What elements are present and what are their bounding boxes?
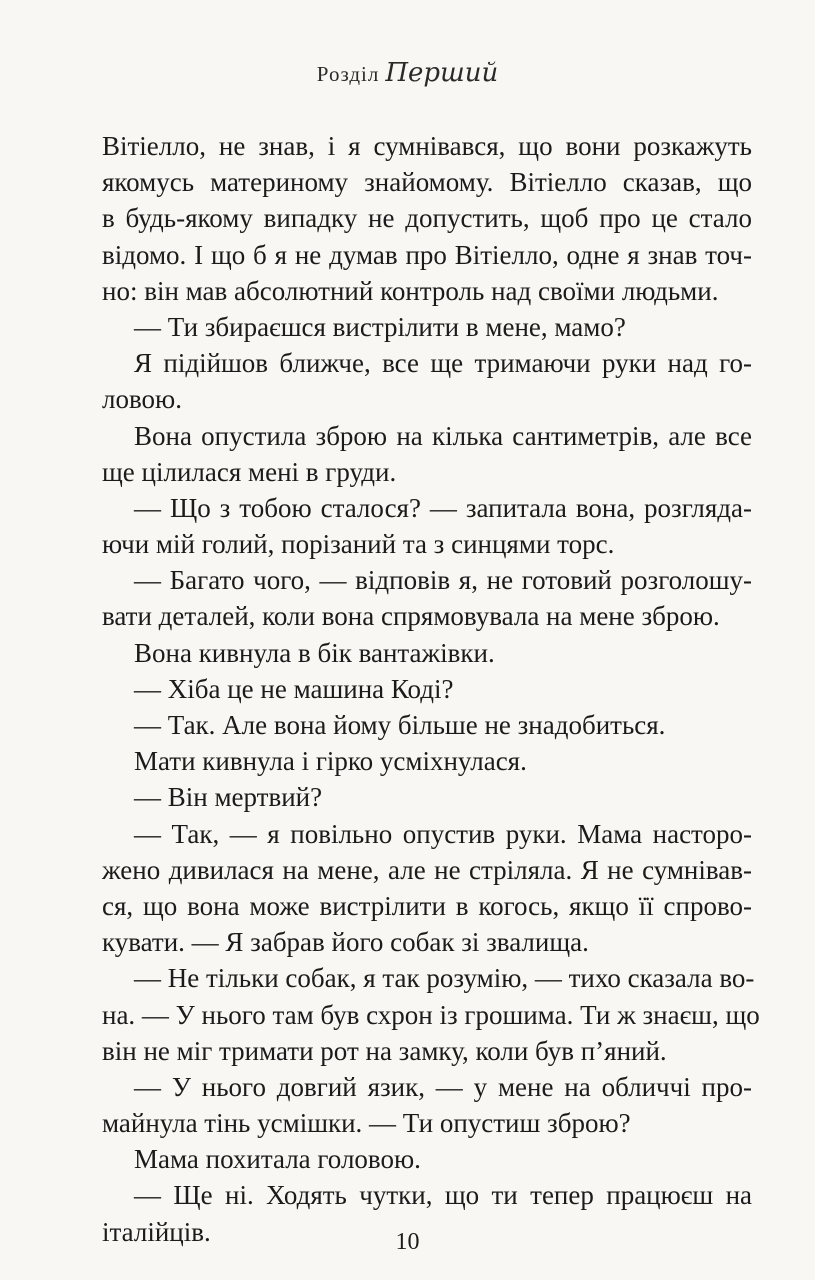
text-line: — Багато чого, — відповів я, не готовий розголошу- [134, 565, 752, 596]
text-line: відомо. І що б я не думав про Вітіелло, одне я знав точ- [102, 239, 752, 270]
text-line: — Не тільки собак, я так розумію, — тихо сказала во- [134, 963, 755, 994]
text-line: — Що з тобою сталося? — запитала вона, розгляда- [134, 492, 752, 523]
text-line: — Він мертвий? [134, 782, 323, 813]
text-line: якомусь материному знайомому. Вітіелло сказав, що [102, 167, 752, 198]
text-line: ловою. [102, 384, 182, 415]
text-line: ся, що вона може вистрілити в когось, якщо її спрово- [102, 890, 752, 921]
text-line: вати деталей, коли вона спрямовувала на мене зброю. [102, 601, 720, 632]
text-line: ючи мій голий, порізаний та з синцями торс. [102, 529, 615, 560]
text-line: — У нього довгий язик, — у мене на обличчі про- [134, 1071, 752, 1102]
text-line: жено дивилася на мене, але не стріляла. Я не сумнівав- [102, 854, 752, 885]
chapter-number-script: Перший [385, 58, 499, 88]
text-line: — Так. Але вона йому більше не знадобиться. [134, 710, 666, 740]
text-line: кувати. — Я забрав його собак зі звалища. [102, 927, 589, 958]
chapter-label: Розділ [316, 62, 380, 86]
text-line: Мати кивнула і гірко усміхнулася. [134, 746, 527, 777]
text-line: італійців. [102, 1216, 211, 1247]
text-line: в будь-якому випадку не допустить, щоб про це стало [102, 203, 752, 234]
text-line: він не міг тримати рот на замку, коли був п’яний. [102, 1035, 667, 1066]
text-line: Вона кивнула в бік вантажівки. [134, 637, 495, 668]
text-line: — Ти збираєшся вистрілити в мене, мамо? [134, 311, 626, 342]
text-line: на. — У нього там був схрон із грошима. Ти ж знаєш, що [102, 999, 760, 1030]
text-line: Вітіелло, не знав, і я сумнівався, що вони розкажуть [102, 131, 752, 161]
text-line: майнула тінь усмішки. — Ти опустиш зброю? [102, 1108, 631, 1139]
body-text [102, 128, 760, 1250]
text-line: ще цілилася мені в груди. [102, 456, 397, 487]
text-line: но: він мав абсолютний контроль над своїми людьми. [102, 275, 719, 306]
text-line: Мама похитала головою. [134, 1144, 421, 1175]
text-line: — Ще ні. Ходять чутки, що ти тепер працюєш на [134, 1180, 752, 1211]
text-line: — Так, — я повільно опустив руки. Мама насторо- [134, 818, 752, 849]
text-line: — Хіба це не машина Коді? [134, 673, 454, 704]
text-line: Я підійшов ближче, все ще тримаючи руки над го- [134, 348, 752, 379]
running-header [0, 58, 815, 88]
text-line: Вона опустила зброю на кілька сантиметрів, але все [134, 420, 752, 451]
page-number: 10 [395, 1229, 420, 1255]
